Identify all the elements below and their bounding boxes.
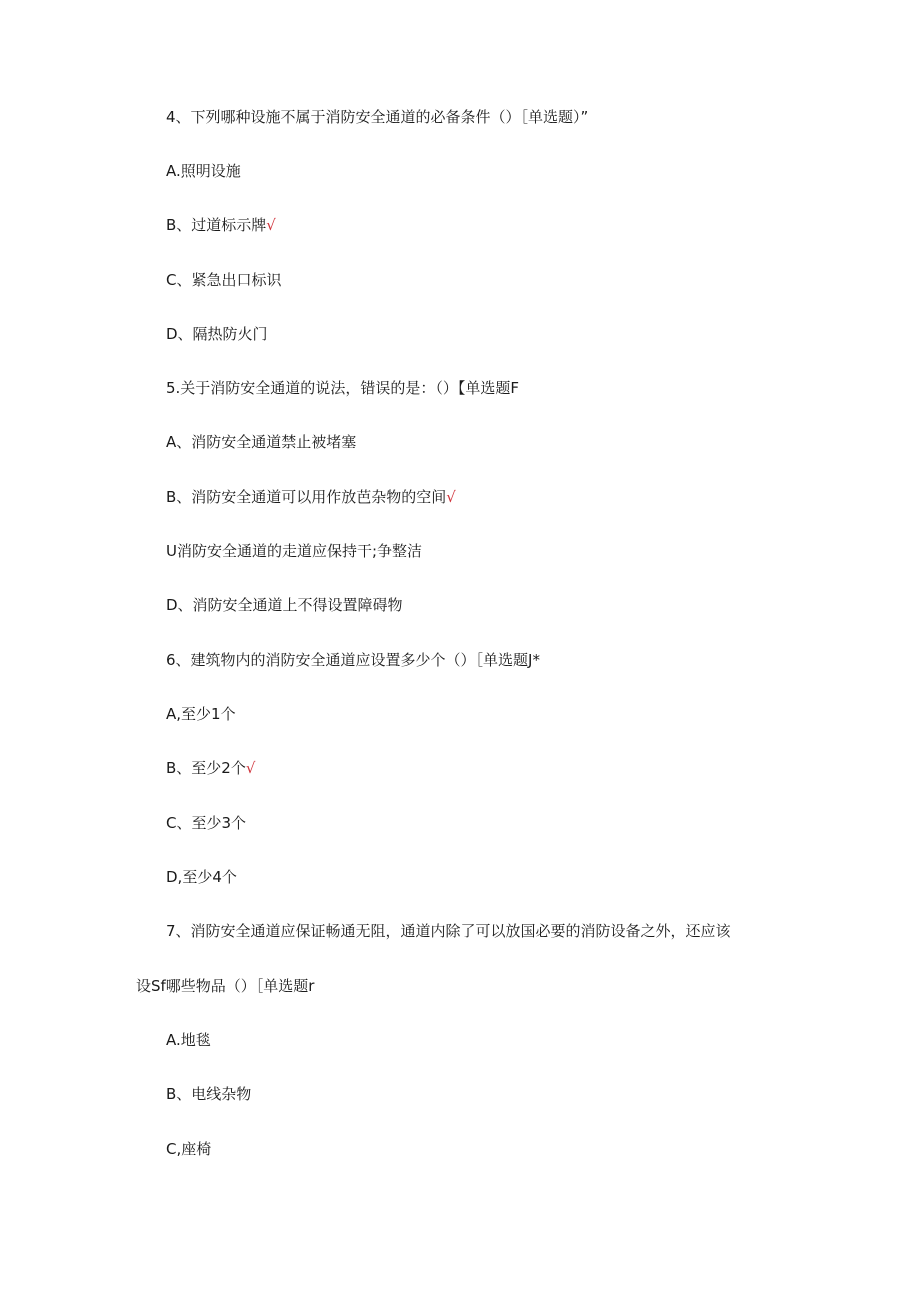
question-text: 4、下列哪种设施不属于消防安全通道的必备条件（）［单选题）”	[166, 108, 589, 126]
option-text: D、隔热防火门	[166, 325, 268, 343]
question-5	[166, 378, 519, 398]
q4-option-c	[166, 270, 281, 290]
answer-check: √	[245, 759, 256, 777]
option-text: A.照明设施	[166, 162, 241, 180]
q5-option-a	[166, 432, 356, 452]
question-text: 设Sf哪些物品（）［单选题r	[136, 977, 315, 995]
option-text: A,至少1个	[166, 705, 236, 723]
question-text: 6、建筑物内的消防安全通道应设置多少个（）［单选题J*	[166, 651, 540, 669]
option-text: B、电线杂物	[166, 1085, 252, 1103]
q7-option-c	[166, 1139, 211, 1159]
option-text: U消防安全通道的走道应保持干;争整洁	[166, 542, 423, 560]
option-text: A、消防安全通道禁止被堵塞	[166, 433, 357, 451]
q5-option-c	[166, 541, 422, 561]
q7-option-b	[166, 1084, 251, 1104]
q5-option-b	[166, 487, 456, 507]
option-text: B、过道标示牌	[166, 216, 267, 234]
q6-option-c	[166, 813, 246, 833]
option-text: B、消防安全通道可以用作放芭杂物的空间	[166, 488, 447, 506]
question-7	[166, 921, 731, 941]
question-7-continued	[136, 976, 314, 996]
q4-option-a	[166, 161, 241, 181]
option-text: B、至少2个	[166, 759, 246, 777]
option-text: D、消防安全通道上不得设置障碍物	[166, 596, 403, 614]
option-text: C、至少3个	[166, 814, 247, 832]
answer-check: √	[266, 216, 276, 234]
q6-option-a	[166, 704, 236, 724]
question-text: 5.关于消防安全通道的说法，错误的是：（）【单选题F	[166, 379, 519, 397]
option-text: C、紧急出口标识	[166, 271, 282, 289]
q6-option-b	[166, 758, 255, 778]
q4-option-d	[166, 324, 268, 344]
question-4	[166, 107, 588, 127]
q5-option-d	[166, 595, 403, 615]
q4-option-b	[166, 215, 276, 235]
question-6	[166, 650, 540, 670]
answer-check: √	[446, 488, 456, 506]
q6-option-d	[166, 867, 237, 887]
q7-option-a	[166, 1030, 211, 1050]
option-text: D,至少4个	[166, 868, 237, 886]
question-text: 7、消防安全通道应保证畅通无阻，通道内除了可以放国必要的消防设备之外，还应该	[166, 922, 731, 940]
option-text: A.地毯	[166, 1031, 211, 1049]
option-text: C,座椅	[166, 1140, 212, 1158]
